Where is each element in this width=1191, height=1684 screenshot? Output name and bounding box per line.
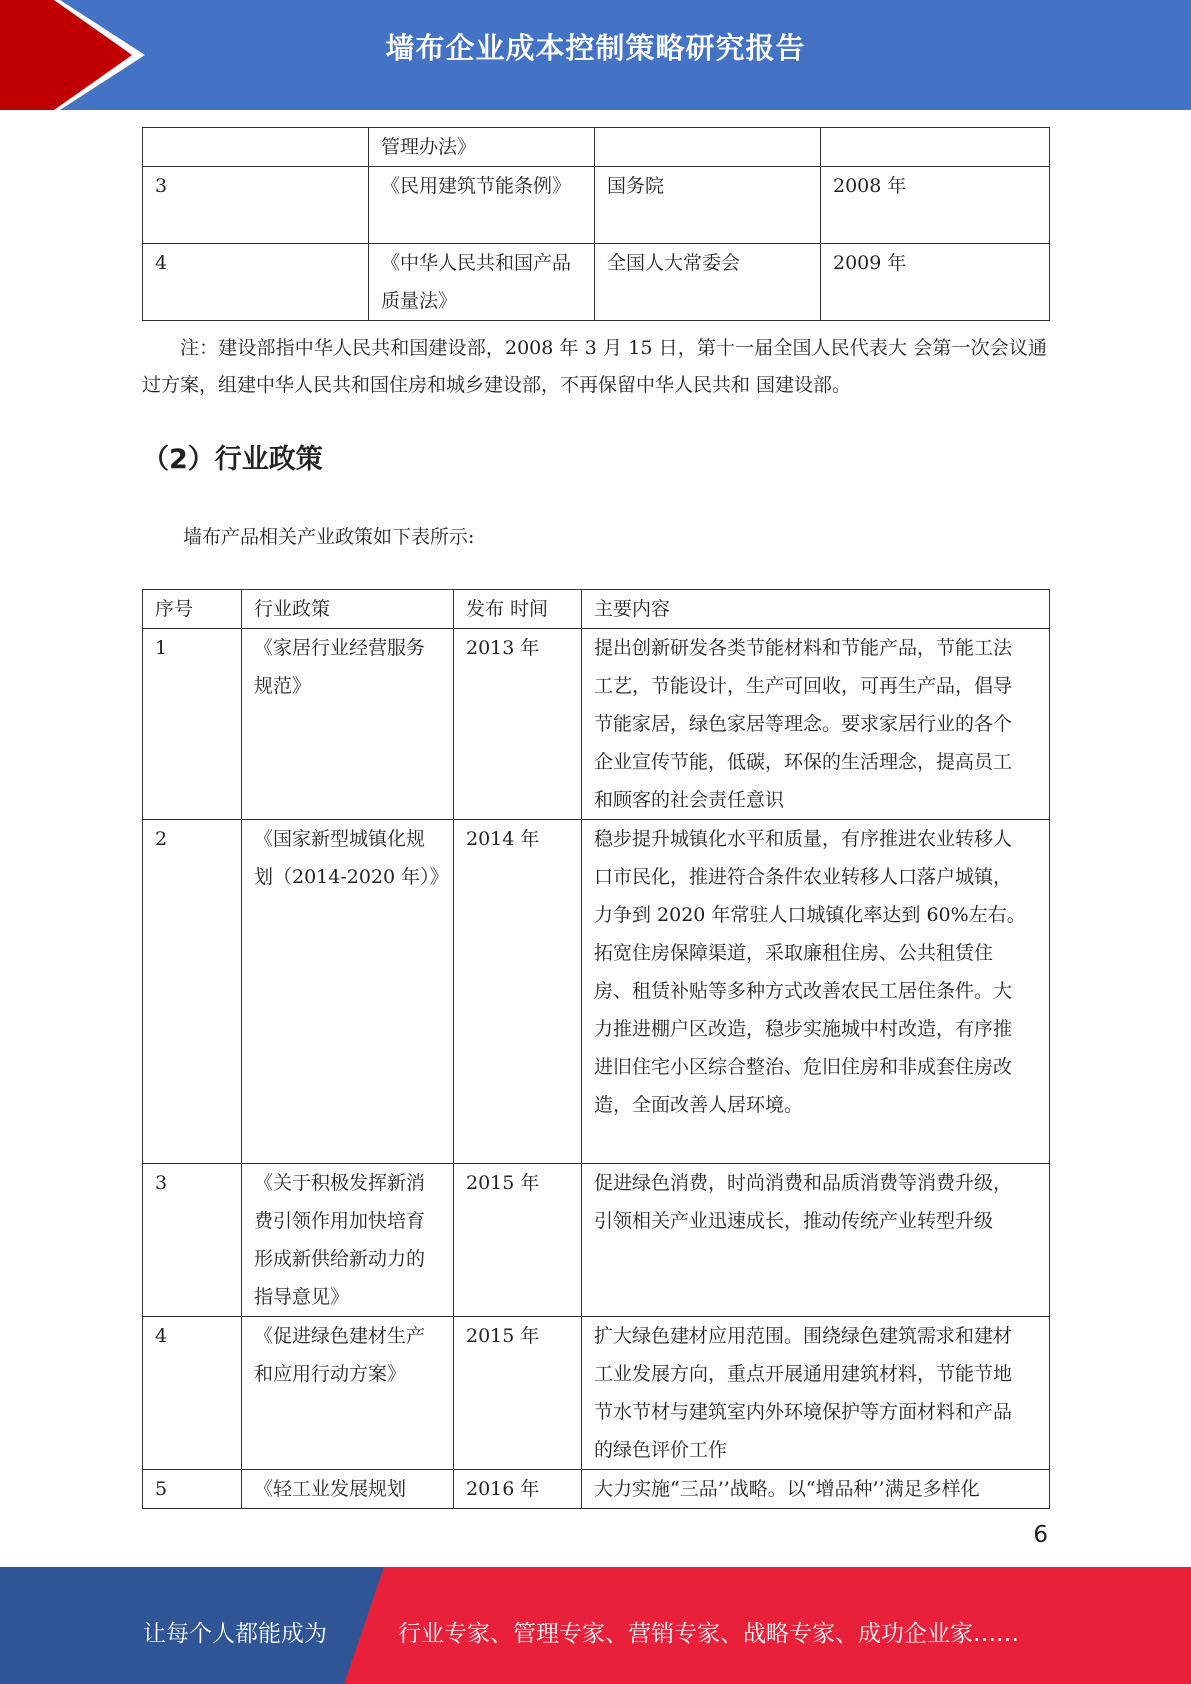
table-row — [143, 244, 1050, 321]
table-cell-issuer: 全国人大常委会 — [595, 244, 821, 321]
table-cell-content: 稳步提升城镇化水平和质量，有序推进农业转移人 口市民化，推进符合条件农业转移人口落户城镇， 力争到 2020 年常驻人口城镇化率达到 60%左右。 拓宽住房保障渠道，采取廉租住房、公共租赁住 房、租赁补贴等多种方式改善农民工居住条件。大 力推进棚户区改造，稳步实施城中村改造，有序推 进旧住宅小区综合整治、危旧住房和非成套住房改 造，全面改善人居环境。 — [582, 820, 1050, 1164]
table-cell-policy: 《促进绿色建材生产和应用行动方案》 — [242, 1317, 454, 1470]
table-cell-no: 2 — [143, 820, 242, 1164]
table-cell-content: 扩大绿色建材应用范围。围绕绿色建筑需求和建材 工业发展方向，重点开展通用建筑材料，节能节地 节水节材与建筑室内外环境保护等方面材料和产品 的绿色评价工作 — [582, 1317, 1050, 1470]
column-header-no: 序号 — [143, 590, 242, 629]
table-row — [143, 167, 1050, 244]
table-cell-no: 3 — [143, 167, 369, 244]
table-cell-time: 2016 年 — [454, 1470, 582, 1509]
page-header — [0, 0, 1191, 110]
page-footer — [0, 1567, 1191, 1684]
table-cell-no: 4 — [143, 244, 369, 321]
table-cell-time: 2015 年 — [454, 1164, 582, 1317]
table-cell-year — [821, 128, 1050, 167]
table-cell-policy: 《关于积极发挥新消费引领作用加快培育形成新供给新动力的指导意见》 — [242, 1164, 454, 1317]
table-cell-name: 《中华人民共和国产品质量法》 — [369, 244, 595, 321]
table-row — [143, 1317, 1050, 1470]
table-header-row — [143, 590, 1050, 629]
table-cell-time: 2014 年 — [454, 820, 582, 1164]
table-cell-policy: 《国家新型城镇化规划（2014-2020 年）》 — [242, 820, 454, 1164]
regulations-table-continued — [142, 127, 1050, 321]
table-row — [143, 1164, 1050, 1317]
section-heading: （2）行业政策 — [142, 444, 323, 475]
table-cell-issuer: 国务院 — [595, 167, 821, 244]
footer-slogan-left: 让每个人都能成为 — [143, 1621, 327, 1647]
table-cell-content: 促进绿色消费，时尚消费和品质消费等消费升级， 引领相关产业迅速成长，推动传统产业转型升级 — [582, 1164, 1050, 1317]
table-cell-content: 提出创新研发各类节能材料和节能产品，节能工法 工艺，节能设计，生产可回收，可再生产品，倡导 节能家居，绿色家居等理念。要求家居行业的各个 企业宣传节能，低碳，环保的生活理念，提高员工 和顾客的社会责任意识 — [582, 629, 1050, 820]
column-header-content: 主要内容 — [582, 590, 1050, 629]
intro-paragraph: 墙布产品相关产业政策如下表所示: — [183, 526, 475, 548]
table-cell-no: 3 — [143, 1164, 242, 1317]
table-cell-no: 5 — [143, 1470, 242, 1509]
table-cell-name: 《民用建筑节能条例》 — [369, 167, 595, 244]
table-row — [143, 1470, 1050, 1509]
table-cell-year: 2009 年 — [821, 244, 1050, 321]
column-header-time: 发布 时间 — [454, 590, 582, 629]
table-cell-no: 1 — [143, 629, 242, 820]
page-number: 6 — [1033, 1522, 1048, 1548]
table-row — [143, 629, 1050, 820]
industry-policy-table — [142, 589, 1050, 1509]
table-cell-year: 2008 年 — [821, 167, 1050, 244]
table-cell-time: 2013 年 — [454, 629, 582, 820]
table-cell-content: 大力实施“三品’’战略。以“增品种’’满足多样化 — [582, 1470, 1050, 1509]
table-cell-name: 管理办法》 — [369, 128, 595, 167]
table-cell-time: 2015 年 — [454, 1317, 582, 1470]
table-cell-issuer — [595, 128, 821, 167]
column-header-policy: 行业政策 — [242, 590, 454, 629]
footer-slogan-right: 行业专家、管理专家、营销专家、战略专家、成功企业家…… — [398, 1621, 1019, 1647]
table-note: 注：建设部指中华人民共和国建设部，2008 年 3 月 15 日，第十一届全国人民代表大 会第一次会议通过方案，组建中华人民共和国住房和城乡建设部，不再保留中华人民共和 国建设部。 — [142, 337, 1047, 396]
table-cell-policy: 《家居行业经营服务规范》 — [242, 629, 454, 820]
table-row — [143, 820, 1050, 1164]
table-row — [143, 128, 1050, 167]
table-cell-no: 4 — [143, 1317, 242, 1470]
table-cell-no — [143, 128, 369, 167]
table-cell-policy: 《轻工业发展规划 — [242, 1470, 454, 1509]
header-title: 墙布企业成本控制策略研究报告 — [385, 31, 806, 65]
